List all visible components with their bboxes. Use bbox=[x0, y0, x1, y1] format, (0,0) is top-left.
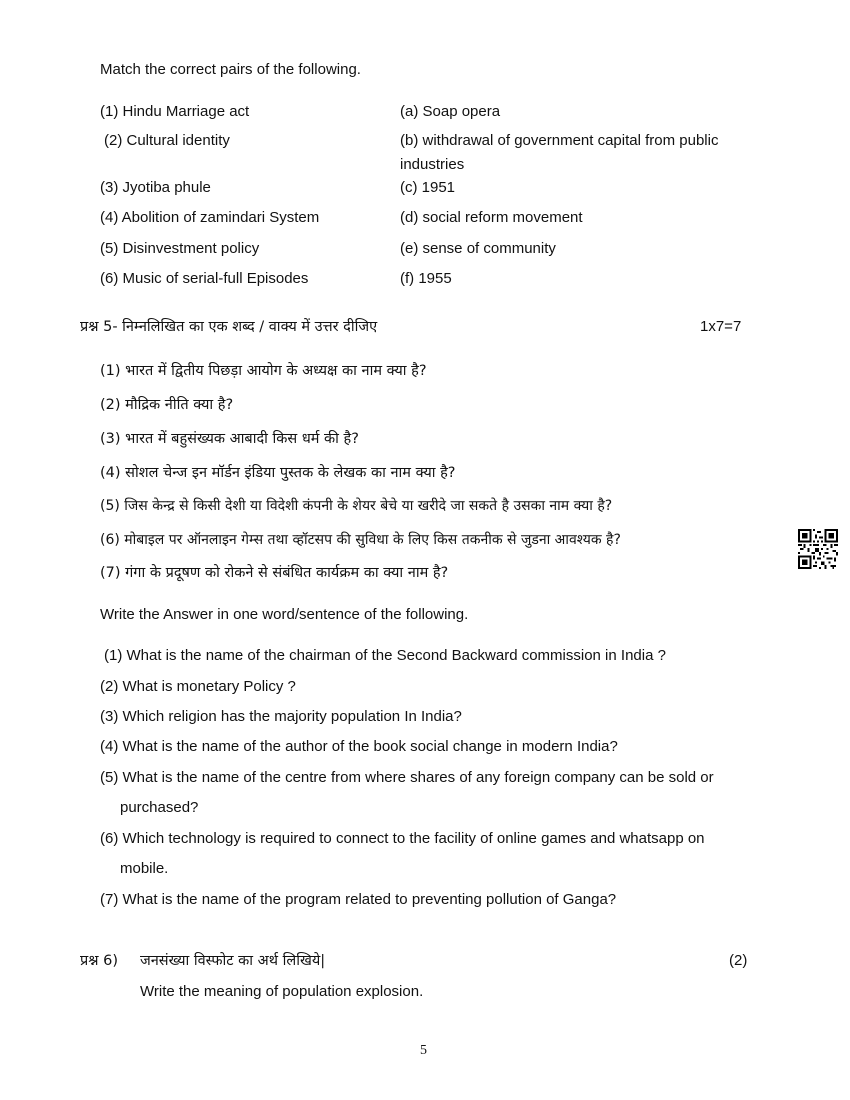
question-5-hindi-item: (5) जिस केन्द्र से किसी देशी या विदेशी कंपनी के शेयर बेचे या खरीदे जा सकते है उसका नाम क्या है? bbox=[100, 498, 613, 514]
match-left-item: (5) Disinvestment policy bbox=[100, 240, 260, 257]
match-right-item: (e) sense of community bbox=[400, 240, 556, 257]
question-5-english-item: (1) What is the name of the chairman of the Second Backward commission in India ? bbox=[104, 647, 666, 664]
question-5-english-item: (5) What is the name of the centre from where shares of any foreign company can be sold or bbox=[100, 769, 714, 786]
question-5-hindi-item: (7) गंगा के प्रदूषण को रोकने से संबंधित कार्यक्रम का क्या नाम है? bbox=[100, 565, 449, 581]
match-right-item: (c) 1951 bbox=[400, 179, 456, 196]
question-5-english-item: (7) What is the name of the program related to preventing pollution of Ganga? bbox=[100, 891, 617, 908]
match-right-item: (a) Soap opera bbox=[400, 103, 501, 120]
match-heading: Match the correct pairs of the following. bbox=[100, 61, 361, 78]
question-5-english-item: mobile. bbox=[120, 860, 169, 877]
question-5-marks: 1x7=7 bbox=[700, 318, 742, 335]
question-5-hindi-item: (3) भारत में बहुसंख्यक आबादी किस धर्म की है? bbox=[100, 431, 359, 447]
match-left-item: (3) Jyotiba phule bbox=[100, 179, 211, 196]
match-left-item: (4) Abolition of zamindari System bbox=[100, 209, 320, 226]
question-5-title: प्रश्न 5- निम्नलिखित का एक शब्द / वाक्य में उत्तर दीजिए bbox=[80, 319, 378, 335]
match-left-item: (6) Music of serial-full Episodes bbox=[100, 270, 309, 287]
question-5-hindi-item: (4) सोशल चेन्ज इन मॉर्डन इंडिया पुस्तक के लेखक का नाम क्या है? bbox=[100, 465, 456, 481]
match-right-item: (f) 1955 bbox=[400, 270, 452, 287]
match-left-item: (2) Cultural identity bbox=[104, 132, 230, 149]
question-6-marks: (2) bbox=[729, 952, 748, 969]
question-6-english: Write the meaning of population explosion. bbox=[140, 983, 424, 1000]
question-5-english-item: (6) Which technology is required to connect to the facility of online games and whatsapp on bbox=[100, 830, 705, 847]
match-right-item: industries bbox=[400, 156, 465, 173]
page-number: 5 bbox=[420, 1043, 427, 1058]
question-5-hindi-item: (2) मौद्रिक नीति क्या है? bbox=[100, 397, 234, 413]
question-5-english-item: purchased? bbox=[120, 799, 199, 816]
qr-code-icon bbox=[798, 529, 838, 569]
question-5-english-item: (2) What is monetary Policy ? bbox=[100, 678, 296, 695]
match-right-item: (b) withdrawal of government capital from public bbox=[400, 132, 719, 149]
question-5-english-item: (3) Which religion has the majority population In India? bbox=[100, 708, 462, 725]
question-5-english-item: (4) What is the name of the author of the book social change in modern India? bbox=[100, 738, 618, 755]
question-6-label: प्रश्न 6) bbox=[80, 953, 118, 969]
question-5-hindi-item: (6) मोबाइल पर ऑनलाइन गेम्स तथा व्हॉटसप की सुविधा के लिए किस तकनीक से जुडना आवश्यक है? bbox=[100, 532, 621, 548]
question-5-hindi-item: (1) भारत में द्वितीय पिछड़ा आयोग के अध्यक्ष का नाम क्या है? bbox=[100, 363, 427, 379]
match-right-item: (d) social reform movement bbox=[400, 209, 583, 226]
question-5-english-heading: Write the Answer in one word/sentence of the following. bbox=[100, 606, 469, 623]
match-left-item: (1) Hindu Marriage act bbox=[100, 103, 250, 120]
question-6-hindi: जनसंख्या विस्फोट का अर्थ लिखिये| bbox=[140, 953, 326, 969]
